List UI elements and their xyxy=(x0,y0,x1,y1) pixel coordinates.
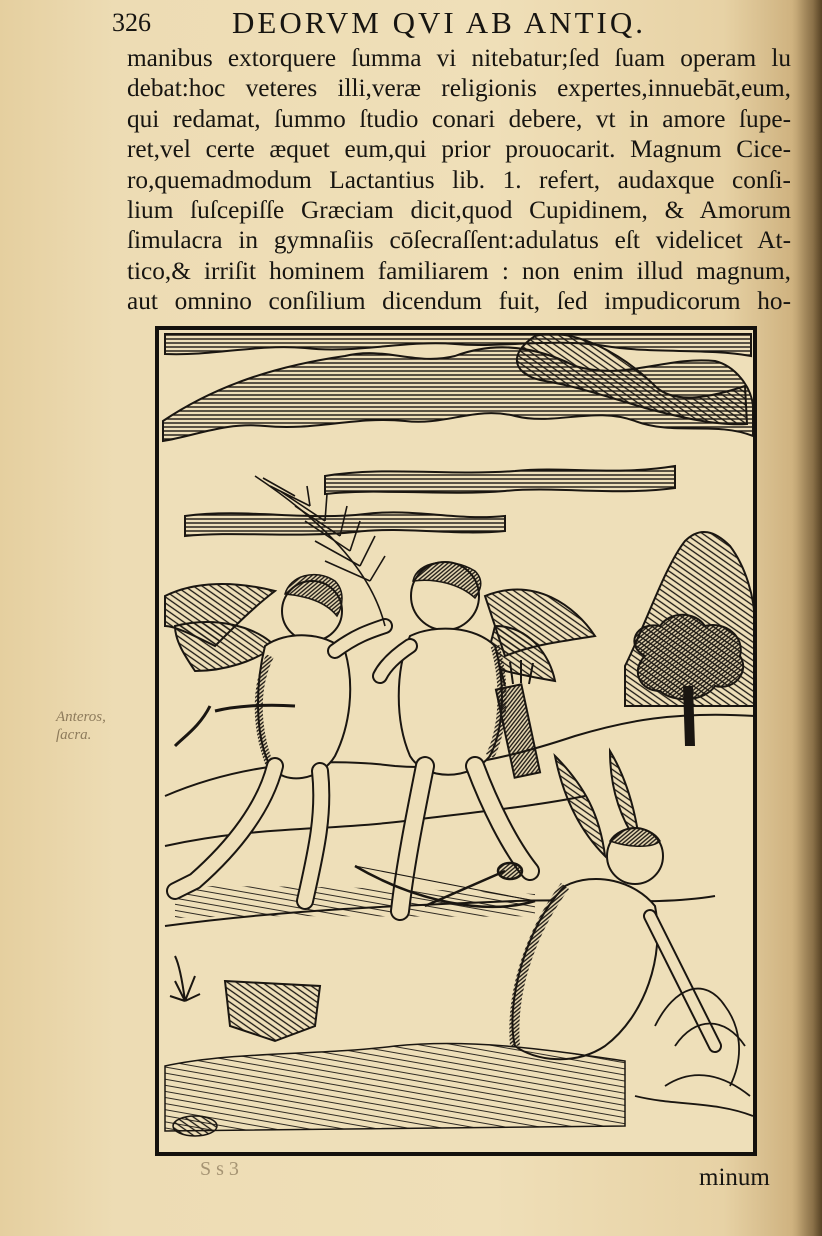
running-head: DEORVM QVI AB ANTIQ. xyxy=(232,5,647,40)
text-line: tico,& irriſit hominem familiarem : non enim illud magnum, xyxy=(127,256,791,285)
woodcut-illustration xyxy=(155,326,757,1156)
text-line: ro,quemadmodum Lactantius lib. 1. refert, audaxque conſi- xyxy=(127,165,791,194)
signature-mark: S s 3 xyxy=(200,1158,239,1180)
text-line: manibus extorquere ſumma vi nitebatur;ſed ſuam operam lu xyxy=(127,44,791,72)
text-line: aut omnino conſilium dicendum fuit, ſed impudicorum ho- xyxy=(127,287,791,316)
text-line: debat:hoc veteres illi,veræ religionis expertes,innuebāt,eum, xyxy=(127,74,791,103)
text-block xyxy=(127,43,791,317)
text-line: lium ſuſcepiſſe Græciam dicit,quod Cupidinem, & Amorum xyxy=(127,195,791,224)
text-line: qui redamat, ſummo ſtudio conari debere, vt in amore ſupe- xyxy=(127,104,791,133)
bleed-through-margin-note: Anteros, ſacra. xyxy=(56,709,106,743)
page-number: 326 xyxy=(112,8,151,37)
text-line: ret,vel certe æquet eum,qui prior prouocarit. Magnum Cice- xyxy=(127,135,791,164)
catchword: minum xyxy=(699,1164,770,1191)
text-line: ſimulacra in gymnaſiis cōſecraſſent:adulatus eſt videlicet At- xyxy=(127,226,791,255)
page-edge-shadow xyxy=(792,0,822,1236)
